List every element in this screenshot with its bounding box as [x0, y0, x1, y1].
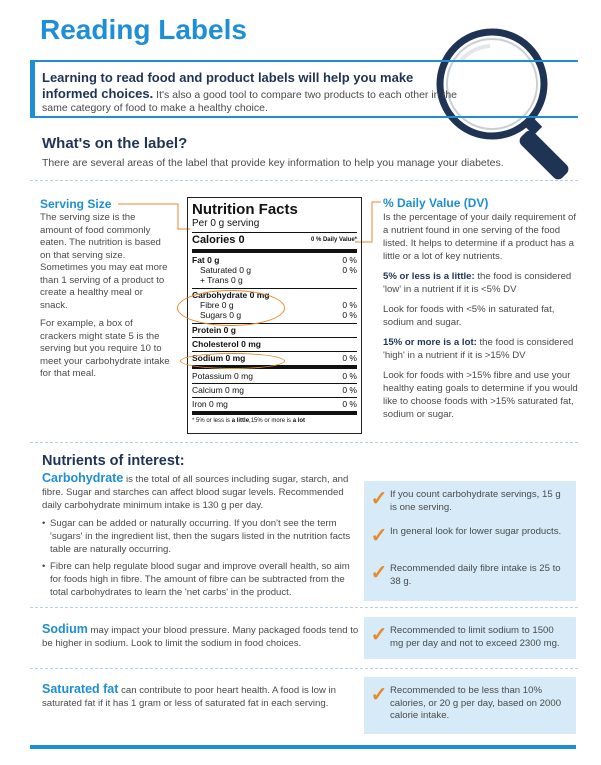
page-title: Reading Labels [40, 14, 247, 45]
divider [30, 668, 578, 669]
divider [30, 607, 578, 608]
sodium-dv: 0 % [342, 353, 357, 363]
sugars-dv: 0 % [342, 310, 357, 320]
nutrition-facts-title: Nutrition Facts [192, 201, 298, 218]
carbohydrate-highlight [177, 290, 285, 326]
carbohydrate-text: is the total of all sources including sugar, starch, and fibre. Sugar and starches can affect blood sugar levels. Recommended daily carbohydrate minimum intake is 130 g per day. [42, 474, 349, 511]
serving-size-heading: Serving Size [40, 197, 112, 211]
daily-value-lot-tip: Look for foods with >15% fibre and use your healthy eating goals to determine if you would like to choose foods with >15% saturated fat, sodium or sugar. [383, 370, 578, 420]
saturated-fat-text: can contribute to poor heart health. A food is low in saturated fat if it has 1 gram or less of saturated fat in each serving. [42, 685, 337, 709]
daily-value-little-tip: Look for foods with <5% in saturated fat, sodium and sugar. [383, 304, 555, 328]
calcium-dv: 0 % [342, 385, 357, 395]
potassium-row: Potassium 0 mg [192, 371, 253, 381]
carbohydrate-heading: Carbohydrate [42, 471, 124, 485]
sodium-tips-box [364, 617, 576, 659]
serving-size-body [40, 212, 170, 387]
saturated-fat-heading: Saturated fat [42, 682, 119, 696]
sodium-text: may impact your blood pressure. Many packaged foods tend to be higher in sodium. Look to limit the sodium in food choices. [42, 625, 359, 649]
footer-bar [30, 745, 576, 749]
carbohydrate-tip: If you count carbohydrate servings, 15 g is one serving. [390, 489, 561, 513]
nutrition-facts-serving: Per 0 g serving [192, 218, 260, 229]
saturated-dv: 0 % [342, 265, 357, 275]
carbohydrate-tip: In general look for lower sugar products. [390, 526, 562, 537]
daily-value-header: 0 % Daily Value* [310, 237, 357, 243]
carbohydrate-bullet: • Sugar can be added or naturally occurring. If you don't see the term 'sugars' in the ingredient list, then the sugars listed in the nutrition facts table are naturally occurring. [42, 517, 360, 556]
saturated-row: Saturated 0 g [200, 265, 252, 275]
divider [30, 180, 578, 181]
calcium-row: Calcium 0 mg [192, 385, 244, 395]
divider [30, 442, 578, 443]
potassium-dv: 0 % [342, 371, 357, 381]
trans-row: + Trans 0 g [200, 275, 243, 285]
fat-row: Fat 0 g [192, 255, 220, 265]
sodium-row: Sodium 0 mg [192, 353, 246, 363]
check-icon: ✓ [370, 684, 388, 706]
check-icon: ✓ [370, 488, 388, 510]
serving-size-paragraph: The serving size is the amount of food commonly eaten. The nutrition is based on that serving size. Sometimes you may eat more than 1 serving of a product to create a healthy meal or snack. [40, 212, 168, 311]
fibre-row: Fibre 0 g [200, 300, 234, 310]
daily-value-little: 5% or less is a little: the food is considered 'low' in a nutrient if it is <5% DV [383, 271, 572, 295]
daily-value-heading: % Daily Value (DV) [383, 196, 489, 210]
sodium-section [42, 623, 360, 650]
calories: Calories 0 [192, 234, 245, 246]
sodium-tip: Recommended to limit sodium to 1500 mg per day and not to exceed 2300 mg. [390, 625, 560, 649]
carbohydrate-bullet: • Fibre can help regulate blood sugar and improve overall health, so aim for foods high in fibre. The amount of fibre can be subtracted from the total carbohydrates to learn the 'net carbs' in the product. [42, 560, 360, 599]
intro-rest: It's also a good tool to compare two products to each other in the same category of food to make a healthy choice. [42, 89, 458, 114]
saturated-fat-tip: Recommended to be less than 10% calories, or 20 g per day, based on 2000 calorie intake. [390, 685, 562, 721]
carbohydrate-tip: Recommended daily fibre intake is 25 to 38 g. [390, 563, 561, 587]
carbohydrate-row: Carbohydrate 0 mg [192, 290, 270, 300]
carbohydrate-section [42, 472, 360, 603]
fibre-dv: 0 % [342, 300, 357, 310]
daily-value-definition: Is the percentage of your daily requirement of a nutrient found in one serving of the food listed. It helps to determine if a product has a little or a lot of key nutrients. [383, 212, 577, 262]
whats-on-label-description: There are several areas of the label that provide key information to help you manage your diabetes. [42, 157, 504, 169]
nutrition-footnote: * 5% or less is a little,15% or more is a lot [192, 418, 306, 424]
carbohydrate-tips-box [364, 481, 576, 601]
saturated-fat-section [42, 683, 360, 710]
check-icon: ✓ [370, 624, 388, 646]
protein-row: Protein 0 g [192, 325, 236, 335]
daily-value-body [383, 211, 578, 428]
fat-dv: 0 % [342, 255, 357, 265]
daily-value-lot: 15% or more is a lot: the food is considered 'high' in a nutrient if it is >15% DV [383, 337, 574, 361]
intro-lead: Learning to read food and product labels will help you make informed choices. [42, 70, 414, 101]
check-icon: ✓ [370, 562, 388, 584]
cholesterol-row: Cholesterol 0 mg [192, 339, 261, 349]
iron-row: Iron 0 mg [192, 399, 228, 409]
sodium-heading: Sodium [42, 622, 88, 636]
iron-dv: 0 % [342, 399, 357, 409]
sodium-highlight [180, 353, 285, 369]
sugars-row: Sugars 0 g [200, 310, 242, 320]
check-icon: ✓ [370, 525, 388, 547]
serving-size-example: For example, a box of crackers might state 5 is the serving but you require 10 to meet your carbohydrate intake for that meal. [40, 318, 170, 379]
intro-text [42, 70, 462, 115]
whats-on-label-heading: What's on the label? [42, 135, 188, 152]
saturated-fat-tips-box [364, 677, 576, 734]
nutrients-heading: Nutrients of interest: [42, 453, 185, 469]
